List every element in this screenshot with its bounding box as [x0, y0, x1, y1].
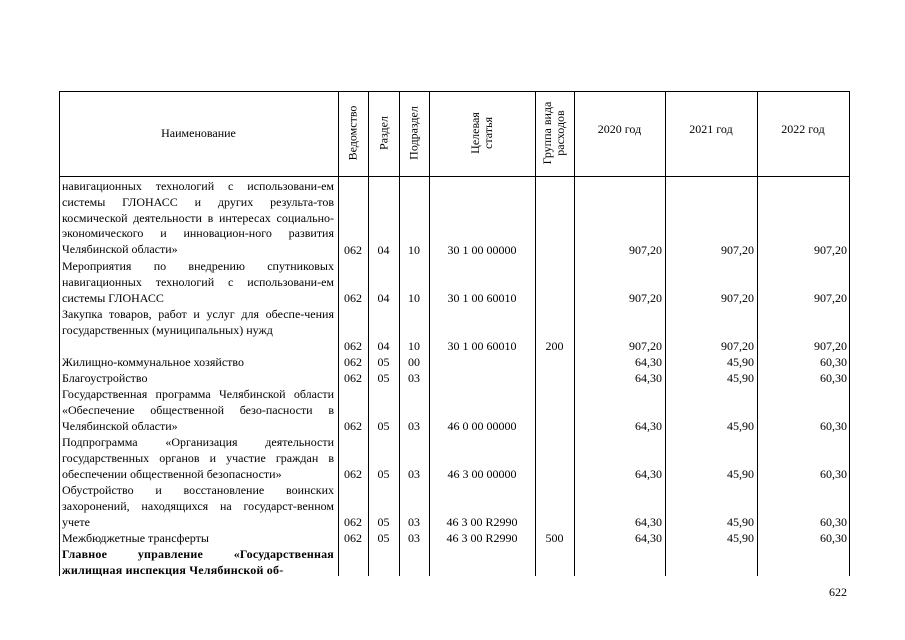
cell-2020: 64,30 [635, 355, 662, 370]
cell-podrazdel: 03 [408, 371, 420, 386]
cell-2022: 60,30 [820, 371, 847, 386]
page-number: 622 [829, 585, 847, 599]
cell-2022: 907,20 [814, 243, 847, 258]
row-name: Мероприятия по внедрению спутниковых навигационных технологий с использовани-ем системы ГЛОНАСС [62, 259, 334, 305]
cell-2022: 907,20 [814, 339, 847, 354]
cell-2022: 60,30 [820, 419, 847, 434]
cell-vedomstvo: 062 [344, 531, 362, 546]
header-2021: 2021 год [689, 121, 733, 136]
cell-2021: 45,90 [727, 355, 754, 370]
cell-target-article: 30 1 00 60010 [447, 291, 517, 306]
table-row [59, 483, 850, 531]
cell-2021: 907,20 [721, 291, 754, 306]
row-name: Главное управление «Государственная жилищная инспекция Челябинской об- [62, 547, 334, 577]
cell-razdel: 04 [377, 291, 390, 306]
cell-target-article: 46 3 00 R2990 [446, 531, 518, 546]
cell-razdel: 05 [377, 355, 390, 370]
table-row [59, 371, 850, 387]
cell-2021: 45,90 [727, 419, 754, 434]
cell-2022: 60,30 [820, 467, 847, 482]
table-row [59, 435, 850, 483]
table-row [59, 387, 850, 435]
cell-vedomstvo: 062 [344, 339, 362, 354]
cell-razdel: 05 [377, 531, 390, 546]
table-row [59, 179, 850, 259]
header-razdel: Раздел [376, 116, 391, 150]
cell-razdel: 05 [377, 371, 390, 386]
cell-expense-group: 500 [545, 531, 564, 546]
header-vedomstvo: Ведомство [345, 105, 360, 161]
cell-podrazdel: 10 [408, 339, 420, 354]
cell-podrazdel: 10 [408, 291, 420, 306]
cell-razdel: 05 [377, 467, 390, 482]
cell-podrazdel: 03 [408, 467, 420, 482]
row-name: Подпрограмма «Организация деятельности государственных органов и участие граждан в обеспечении общественной безопасности» [62, 435, 334, 481]
cell-razdel: 04 [377, 339, 390, 354]
row-name: Обустройство и восстановление воинских захоронений, находящихся на государст-венном учете [62, 483, 334, 529]
cell-razdel: 05 [377, 419, 390, 434]
cell-podrazdel: 00 [408, 355, 420, 370]
table-row [59, 355, 850, 371]
row-name: навигационных технологий с использовани-ем системы ГЛОНАСС и других результа-тов космической деятельности в интересах социально-экономического и инновацион-ного развития Челябинской области» [62, 179, 334, 257]
cell-2022: 60,30 [820, 515, 847, 530]
cell-2020: 64,30 [635, 467, 662, 482]
cell-2020: 907,20 [629, 291, 662, 306]
cell-podrazdel: 10 [408, 243, 420, 258]
cell-target-article: 30 1 00 00000 [447, 243, 517, 258]
budget-table [59, 91, 850, 576]
cell-target-article: 30 1 00 60010 [447, 339, 517, 354]
table-row [59, 259, 850, 307]
row-name: Закупка товаров, работ и услуг для обеспе-чения государственных (муниципальных) нужд [62, 307, 334, 337]
cell-2021: 45,90 [727, 467, 754, 482]
row-name: Межбюджетные трансферты [62, 531, 209, 545]
cell-vedomstvo: 062 [344, 515, 362, 530]
cell-2022: 60,30 [820, 531, 847, 546]
row-name: Жилищно-коммунальное хозяйство [62, 355, 245, 369]
cell-2021: 907,20 [721, 339, 754, 354]
cell-2021: 907,20 [721, 243, 754, 258]
cell-2020: 64,30 [635, 531, 662, 546]
header-name: Наименование [161, 126, 236, 140]
cell-2020: 907,20 [629, 243, 662, 258]
cell-2020: 64,30 [635, 419, 662, 434]
cell-target-article: 46 3 00 R2990 [446, 515, 518, 530]
cell-2020: 907,20 [629, 339, 662, 354]
header-podrazdel: Подраздел [406, 106, 421, 160]
cell-expense-group: 200 [545, 339, 564, 354]
cell-vedomstvo: 062 [344, 291, 362, 306]
cell-2022: 60,30 [820, 355, 847, 370]
cell-target-article: 46 3 00 00000 [447, 467, 517, 482]
header-target-article: Целевая статья [468, 112, 495, 154]
cell-2022: 907,20 [814, 291, 847, 306]
table-row [59, 307, 850, 355]
cell-target-article: 46 0 00 00000 [447, 419, 517, 434]
cell-2021: 45,90 [727, 531, 754, 546]
cell-podrazdel: 03 [408, 419, 420, 434]
header-expense-group: Группа вида расходов [540, 101, 567, 165]
table-row [59, 531, 850, 547]
cell-2021: 45,90 [727, 515, 754, 530]
cell-podrazdel: 03 [408, 515, 420, 530]
table-row [59, 547, 850, 583]
grid-line [59, 176, 850, 177]
cell-podrazdel: 03 [408, 531, 420, 546]
cell-2020: 64,30 [635, 515, 662, 530]
row-name: Благоустройство [62, 371, 148, 385]
cell-vedomstvo: 062 [344, 355, 362, 370]
header-2022: 2022 год [781, 121, 825, 136]
row-name: Государственная программа Челябинской области «Обеспечение общественной безо-пасности в Челябинской области» [62, 387, 334, 433]
cell-2021: 45,90 [727, 371, 754, 386]
cell-vedomstvo: 062 [344, 371, 362, 386]
cell-2020: 64,30 [635, 371, 662, 386]
cell-razdel: 04 [377, 243, 390, 258]
cell-vedomstvo: 062 [344, 467, 362, 482]
header-2020: 2020 год [597, 121, 642, 136]
cell-vedomstvo: 062 [344, 419, 362, 434]
cell-razdel: 05 [377, 515, 390, 530]
cell-vedomstvo: 062 [344, 243, 362, 258]
